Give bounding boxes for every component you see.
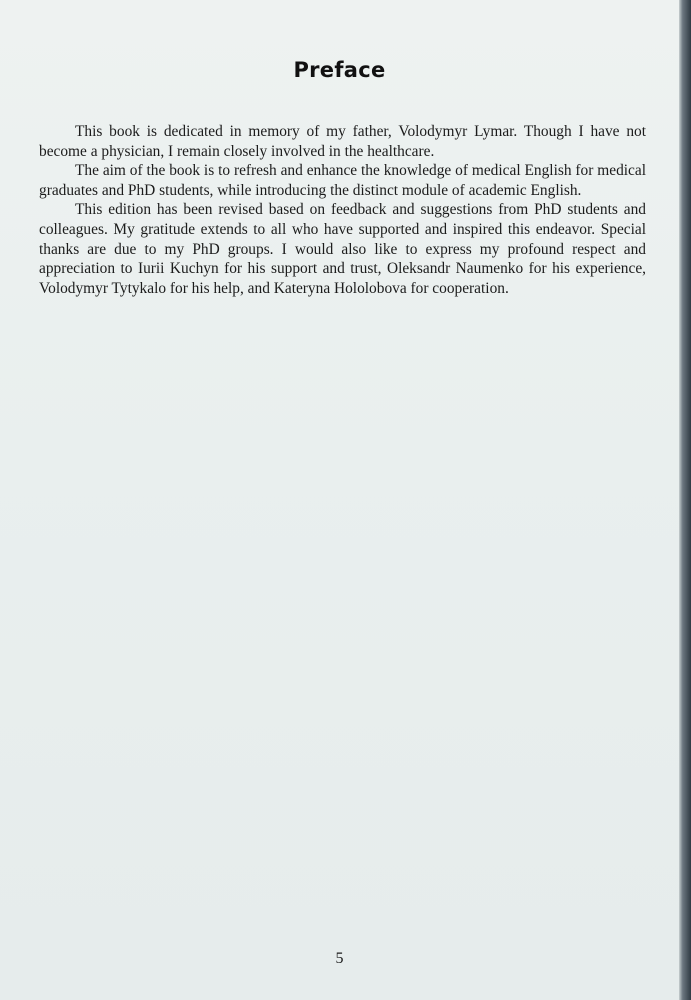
page-number: 5 — [335, 950, 344, 967]
preface-body — [39, 122, 646, 298]
page-title: Preface — [293, 58, 386, 82]
paragraph-aim: The aim of the book is to refresh and enhance the knowledge of medical English for medical graduates and PhD students, while introducing the distinct module of academic English. — [39, 162, 646, 199]
page-edge-shadow — [679, 0, 691, 1000]
paragraph-dedication: This book is dedicated in memory of my father, Volodymyr Lymar. Though I have not become a physician, I remain closely involved in the healthcare. — [39, 123, 646, 160]
paragraph-acknowledgements: This edition has been revised based on feedback and suggestions from PhD students and colleagues. My gratitude extends to all who have supported and inspired this endeavor. Special thanks are due to my PhD groups. I would also like to express my profound respect and appreciation to Iurii Kuchyn for his support and trust, Oleksandr Naumenko for his experience, Volodymyr Tytykalo for his help, and Kateryna Hololobova for cooperation. — [39, 201, 646, 297]
